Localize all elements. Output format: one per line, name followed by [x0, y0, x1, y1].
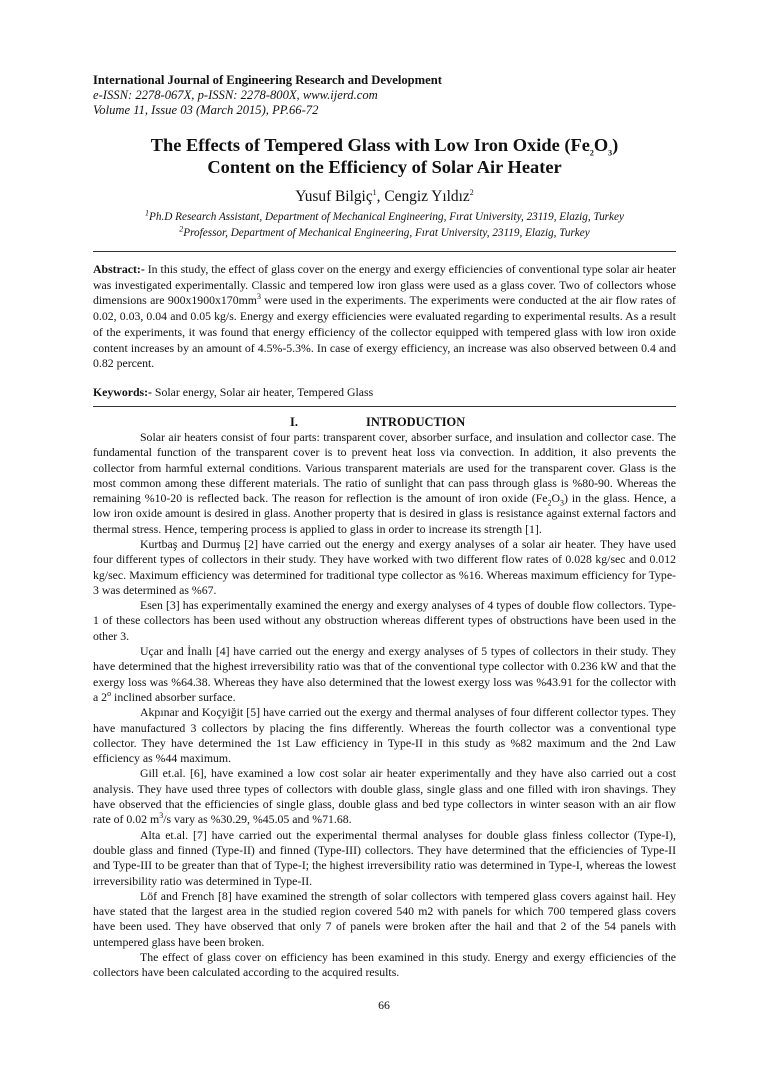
- subscript: 3: [560, 498, 565, 508]
- title-line-1-end: ): [612, 135, 619, 155]
- paper-title: [93, 134, 676, 178]
- title-line-2: Content on the Efficiency of Solar Air Heater: [207, 157, 562, 177]
- abstract-sup: 3: [256, 292, 261, 302]
- keywords: [93, 385, 676, 400]
- paragraph: The effect of glass cover on efficiency has been examined in this study. Energy and exergy efficiencies of the collectors have been calculated according to the acquired results.: [93, 950, 676, 980]
- journal-volume: Volume 11, Issue 03 (March 2015), PP.66-72: [93, 103, 319, 117]
- affiliation-1-sup: 1: [145, 208, 150, 218]
- paragraph: [93, 644, 676, 705]
- title-line-1: [93, 134, 676, 156]
- section-number: I.: [290, 414, 298, 429]
- abstract: [93, 262, 676, 372]
- author-2-sup: 2: [469, 187, 474, 197]
- paragraph-text: O: [551, 491, 561, 506]
- paragraph: Löf and French [8] have examined the strength of solar collectors with tempered glass covers against hail. Hey have stated that the largest area in the studied region covered 540 m2 with panels for which 700 tempered glass covers have been used. They have observed that only 7 of panels were broken after the hail and that 2 of the 54 panels with untempered glass have been broken.: [93, 888, 676, 949]
- affiliation-1-text: Ph.D Research Assistant, Department of Mechanical Engineering, Fırat University, 23119, Elazig, Turkey: [149, 211, 624, 223]
- page-number: 66: [378, 998, 390, 1012]
- abstract-label: Abstract:-: [93, 262, 145, 276]
- journal-issn: e-ISSN: 2278-067X, p-ISSN: 2278-800X, www.ijerd.com: [93, 88, 378, 102]
- paragraph-text: Solar air heaters consist of four parts: transparent cover, absorber surface, and insulation and collector case. The fundamental function of the transparent cover is to prevent heat loss via convection. In addition, it also prevents the collector from harmful external conditions. Various transparent materials are used for the transparent cover. Glass is the most common among these different materials. The ratio of sunlight that can pass through glass is %80-90. Whereas the remaining %10-20 is reflected back. The reason for reflection is the amount of iron oxide (Fe: [93, 429, 676, 506]
- affiliation-2: [93, 225, 676, 241]
- superscript: o: [107, 689, 112, 699]
- divider: [93, 406, 676, 407]
- section-heading: [93, 415, 676, 430]
- abstract-text-end: were used in the experiments. The experiments were conducted at the air flow rates of 0.02, 0.03, 0.04 and 0.05 kg/s. Energy and exergy efficiencies were evaluated regarding to experimental results. As a result of the experiments, it was found that energy efficiency of the collector equipped with tempered glass with low iron oxide content increases by an amount of 4.5%-5.3%. In case of exergy efficiency, an increase was also observed between 0.4 and 0.82 percent.: [93, 293, 676, 371]
- paragraph: Kurtbaş and Durmuş [2] have carried out the energy and exergy analyses of a solar air heater. They have used four different types of collectors in their study. They have worked with two different flow rates of 0.028 kg/sec and 0.012 kg/sec. Maximum efficiency was determined for traditional type collector as %16. Whereas maximum efficiency for Type-3 was determined as %67.: [93, 537, 676, 597]
- section-name: INTRODUCTION: [366, 414, 466, 429]
- affiliations: [93, 209, 676, 241]
- paragraph: [93, 766, 676, 827]
- paragraph-text: /s vary as %30.29, %45.05 and %71.68.: [163, 812, 352, 827]
- affiliation-2-sup: 2: [179, 224, 184, 234]
- keywords-label: Keywords:-: [93, 384, 152, 399]
- section-body: [93, 430, 676, 981]
- journal-header: [93, 73, 676, 118]
- paragraph-text: Uçar and İnallı [4] have carried out the energy and exergy analyses of 5 types of collectors in their study. They have determined that the highest irreversibility ratio was that of the conventional type collector with 0.236 kW and that the exergy loss was %64.38. Whereas they have also determined that the lowest exergy loss was %43.91 for the collector with a 2: [93, 644, 676, 704]
- title-line-1-text: The Effects of Tempered Glass with Low Iron Oxide (Fe: [150, 135, 590, 155]
- paragraph: Esen [3] has experimentally examined the energy and exergy analyses of 4 types of double flow collectors. Type-1 of these collectors has been used without any obstruction whereas different types of obstructions have been used in the other 3.: [93, 598, 676, 643]
- paragraph-text: ) in the glass. Hence, a low iron oxide amount is desired in glass. Another property that is desired in glass is resistance against external factors and thermal stress. Hence, tempering process is applied to glass in order to increase its strength [1].: [93, 491, 676, 536]
- author-2: Cengiz Yıldız: [384, 188, 470, 205]
- author-1-sup: 1: [372, 187, 377, 197]
- keywords-text: Solar energy, Solar air heater, Tempered Glass: [151, 384, 374, 399]
- superscript: 3: [159, 811, 164, 821]
- paragraph-text: inclined absorber surface.: [111, 689, 236, 704]
- paragraph: Akpınar and Koçyiğit [5] have carried out the exergy and thermal analyses of four different collector types. They have manufactured 3 collectors by placing the fins differently. Whereas the fourth collector was a conventional type collector. They have determined the 1st Law efficiency in Type-II in this study as %82 maximum and the 2nd Law efficiency as %44 maximum.: [93, 705, 676, 766]
- title-subscript: 3: [608, 148, 613, 158]
- affiliation-1: [93, 209, 676, 225]
- author-list: [93, 188, 676, 206]
- divider: [93, 251, 676, 252]
- journal-name: International Journal of Engineering Research and Development: [93, 73, 442, 87]
- subscript: 2: [547, 498, 552, 508]
- title-subscript: 2: [589, 148, 594, 158]
- affiliation-2-text: Professor, Department of Mechanical Engineering, Fırat University, 23119, Elazig, Turkey: [183, 227, 590, 239]
- paragraph-text: Gill et.al. [6], have examined a low cost solar air heater experimentally and they have also carried out a cost analysis. They have used three types of collectors with double glass, single glass and one filled with iron shavings. They have observed that the efficiencies of single glass, double glass and bed type collectors in winter season with an air flow rate of 0.02 m: [93, 766, 676, 827]
- paragraph: [93, 430, 676, 537]
- abstract-text: In this study, the effect of glass cover on the energy and exergy efficiencies of conventional type solar air heater was investigated experimentally. Classic and tempered low iron glass were used as a glass cover. Two of collectors whose dimensions are 900x1900x170mm: [93, 262, 676, 308]
- author-separator: ,: [376, 188, 385, 205]
- paragraph: Alta et.al. [7] have carried out the experimental thermal analyses for double glass finless collector (Type-I), double glass and finned (Type-II) and finned (Type-III) collectors. They have determined that the efficiencies of Type-II and Type-III to be greater than that of Type-I; the highest irreversibility ratio was determined in Type-I, whereas the lowest irreversibility ratio was determined in Type-II.: [93, 827, 676, 888]
- author-1: Yusuf Bilgiç: [295, 188, 373, 205]
- title-line-1-mid: O: [593, 135, 609, 155]
